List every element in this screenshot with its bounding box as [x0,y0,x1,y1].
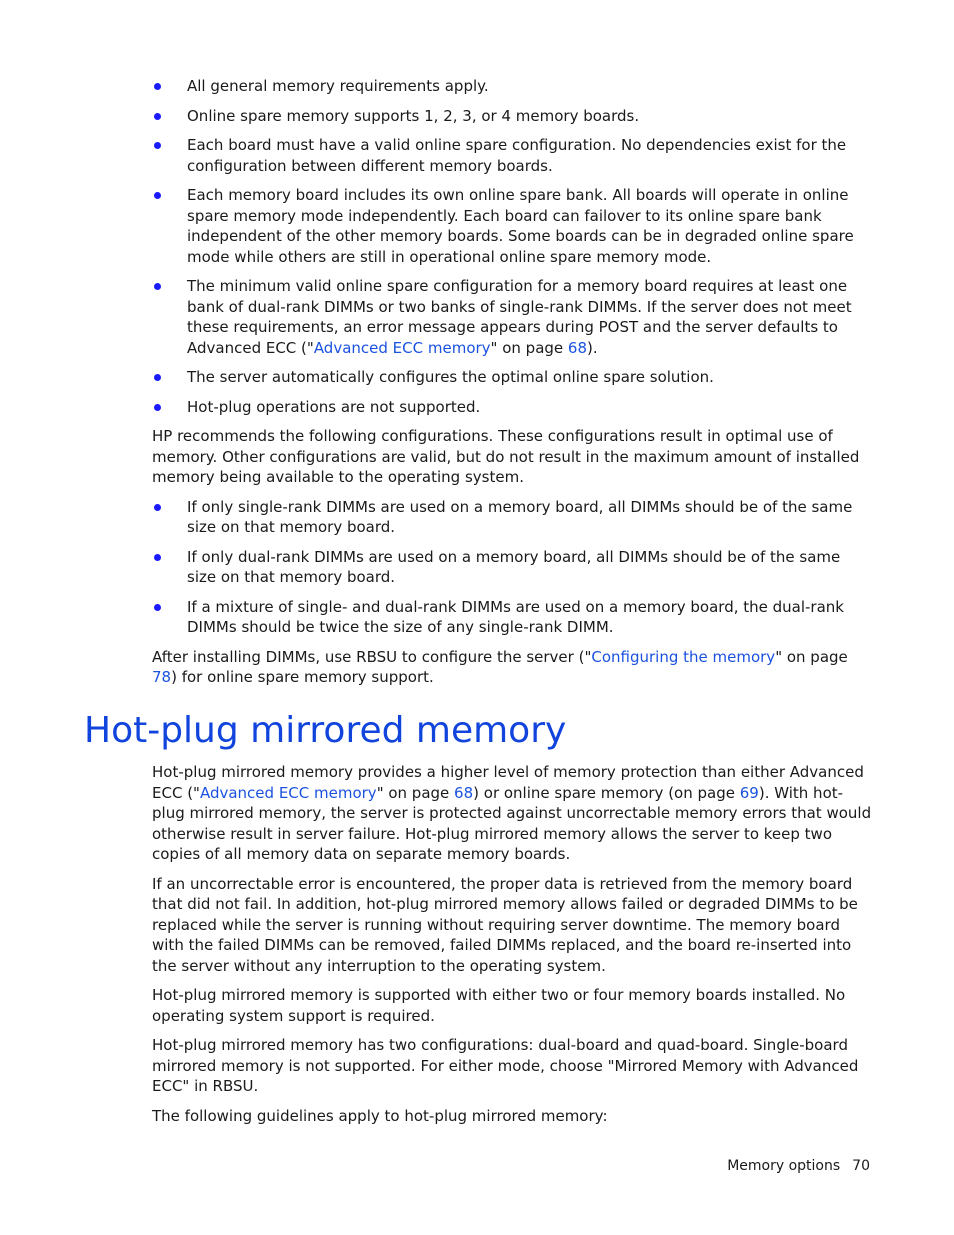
section-heading: Hot-plug mirrored memory [84,710,567,751]
recommendation-paragraph: HP recommends the following configurations. These configurations result in optimal use of memory. Other configurations are valid, but do not result in the maximum amount of installed memory being available to the operating system. [152,427,860,486]
page-68-link[interactable]: 68 [454,783,474,802]
bullet-icon [154,504,161,511]
after-installing-paragraph: After installing DIMMs, use RBSU to configure the server ("Configuring the memory" on page 78) for online spare memory support. [152,647,848,686]
support-paragraph: Hot-plug mirrored memory is supported with either two or four memory boards installed. No operating system support is required. [152,986,846,1025]
list-item: If a mixture of single- and dual-rank DIMMs are used on a memory board, the dual-rank DIMMs should be twice the size of any single-rank DIMM. [152,597,872,638]
hot-plug-mirrored-memory-section [152,762,872,1135]
configuring-the-memory-link[interactable]: Configuring the memory [591,647,776,666]
bullet-icon [154,113,161,120]
online-spare-requirements-list [152,76,872,417]
page-78-link[interactable]: 78 [152,668,172,686]
bullet-icon [154,83,161,90]
page-68-link[interactable]: 68 [567,338,587,357]
bullet-icon [154,404,161,411]
bullet-icon [154,374,161,381]
list-item: Online spare memory supports 1, 2, 3, or 4 memory boards. [152,106,872,127]
list-item: The server automatically configures the optimal online spare solution. [152,367,872,388]
bullet-icon [154,192,161,199]
page-number: 70 [852,1158,870,1174]
list-item: All general memory requirements apply. [152,76,872,97]
intro-paragraph: Hot-plug mirrored memory provides a higher level of memory protection than either Advanced ECC ("Advanced ECC memory" on page 68) or online spare memory (on page 69). With hot-plug mirrored memory, the server is protected against uncorrectable memory errors that would otherwise result in server failure. Hot-plug mirrored memory allows the server to keep two copies of all memory data on separate memory boards. [152,763,872,863]
bullet-icon [154,142,161,149]
bullet-icon [154,283,161,290]
advanced-ecc-memory-link[interactable]: Advanced ECC memory [313,338,491,357]
list-item: Each board must have a valid online spare configuration. No dependencies exist for the configuration between different memory boards. [152,135,872,176]
bullet-icon [154,604,161,611]
list-item: The minimum valid online spare configuration for a memory board requires at least one bank of dual-rank DIMMs or two banks of single-rank DIMMs. If the server does not meet these requirements, an error message appears during POST and the server defaults to Advanced ECC ("Advanced ECC memory" on page 68). [152,276,872,358]
online-spare-content [152,76,872,697]
bullet-icon [154,554,161,561]
list-item: Each memory board includes its own online spare bank. All boards will operate in online spare memory mode independently. Each board can failover to its online spare bank independent of the other memory boards. Some boards can be in degraded online spare mode while others are still in operational online spare memory mode. [152,185,872,267]
list-item: If only dual-rank DIMMs are used on a memory board, all DIMMs should be of the same size on that memory board. [152,547,872,588]
guidelines-intro-paragraph: The following guidelines apply to hot-plug mirrored memory: [152,1106,608,1125]
list-item: If only single-rank DIMMs are used on a memory board, all DIMMs should be of the same size on that memory board. [152,497,872,538]
list-item: Hot-plug operations are not supported. [152,397,872,418]
configurations-paragraph: Hot-plug mirrored memory has two configurations: dual-board and quad-board. Single-board mirrored memory is not supported. For either mode, choose "Mirrored Memory with Advanced ECC" in RBSU. [152,1036,859,1095]
page-69-link[interactable]: 69 [739,783,759,802]
uncorrectable-error-paragraph: If an uncorrectable error is encountered, the proper data is retrieved from the memory board that did not fail. In addition, hot-plug mirrored memory allows failed or degraded DIMMs to be replaced while the server is running without requiring server downtime. The memory board with the failed DIMMs can be removed, failed DIMMs replaced, and the board re-inserted into the server without any interruption to the operating system. [152,874,858,975]
footer-section-title: Memory options [727,1158,841,1174]
recommended-configurations-list [152,497,872,638]
advanced-ecc-memory-link[interactable]: Advanced ECC memory [199,783,377,802]
page-footer [727,1158,870,1174]
